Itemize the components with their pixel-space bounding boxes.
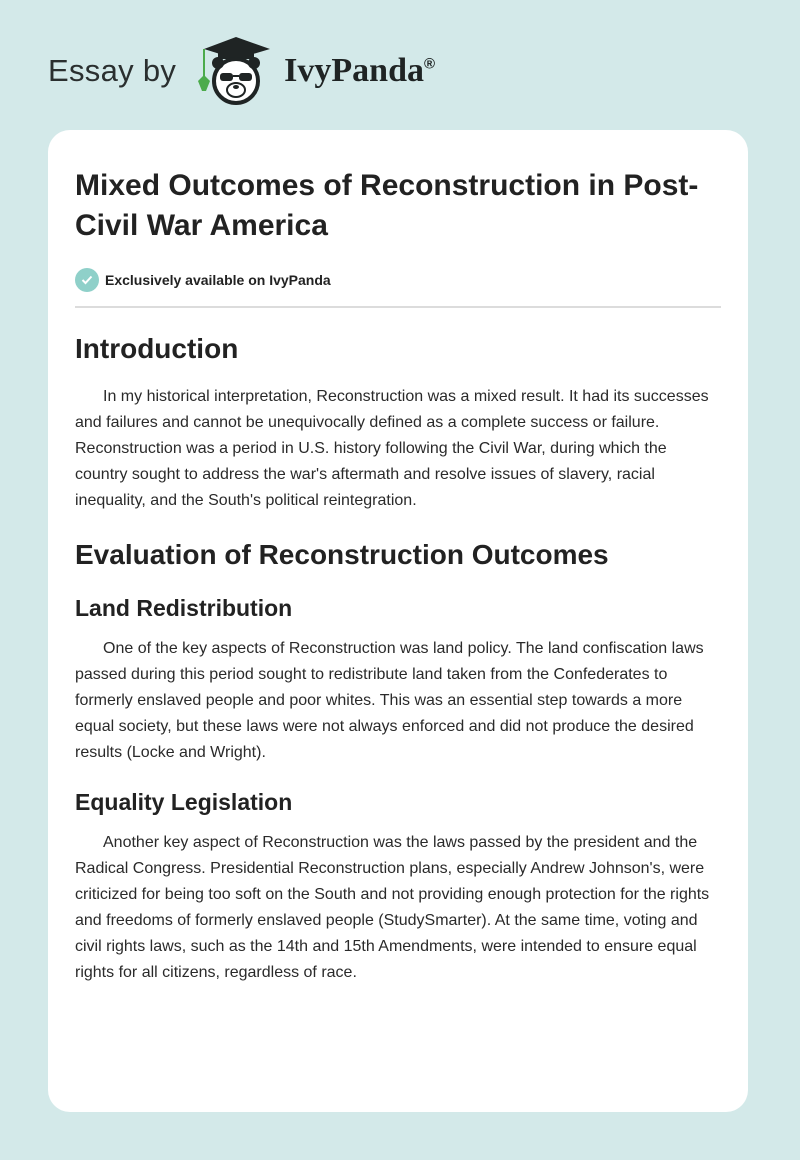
badge-text: Exclusively available on IvyPanda bbox=[105, 272, 331, 288]
brand-text: IvyPanda bbox=[284, 52, 424, 89]
essay-card bbox=[48, 130, 748, 1112]
section-heading-introduction: Introduction bbox=[75, 333, 239, 364]
site-header bbox=[48, 36, 435, 106]
essay-by-label: Essay by bbox=[48, 53, 177, 88]
check-icon bbox=[75, 268, 99, 292]
essay-title: Mixed Outcomes of Reconstruction in Post-Civil War America bbox=[75, 169, 699, 242]
panda-logo-icon[interactable] bbox=[194, 35, 276, 107]
section-heading-evaluation: Evaluation of Reconstruction Outcomes bbox=[75, 539, 609, 570]
paragraph-equality-legislation: Another key aspect of Reconstruction was the laws passed by the president and the Radical Congress. Presidential Reconstruction plans, especially Andrew Johnson's, were criticized for being too soft on the South and not providing enough protection for the rights and freedoms of formerly enslaved people (StudySmarter). At the same time, voting and civil rights laws, such as the 14th and 15th Amendments, were intended to ensure equal rights for all citizens, regardless of race. bbox=[75, 834, 710, 981]
paragraph-land-redistribution: One of the key aspects of Reconstruction was land policy. The land confiscation laws passed during this period sought to redistribute land taken from the Confederates to formerly enslaved people and poor whites. This was an essential step towards a more equal society, but these laws were not always enforced and did not produce the desired results (Locke and Wright). bbox=[75, 640, 704, 761]
subheading-equality-legislation: Equality Legislation bbox=[75, 789, 293, 815]
paragraph-introduction: In my historical interpretation, Reconstruction was a mixed result. It had its successes and failures and cannot be unequivocally defined as a complete success or failure. Reconstruction was a period in U.S. history following the Civil War, during which the country sought to address the war's aftermath and resolve issues of slavery, racial inequality, and the South's political reintegration. bbox=[75, 388, 709, 509]
registered-mark: ® bbox=[424, 55, 436, 73]
subheading-land-redistribution: Land Redistribution bbox=[75, 595, 293, 621]
exclusive-badge bbox=[75, 268, 721, 308]
brand-name[interactable] bbox=[284, 52, 435, 90]
